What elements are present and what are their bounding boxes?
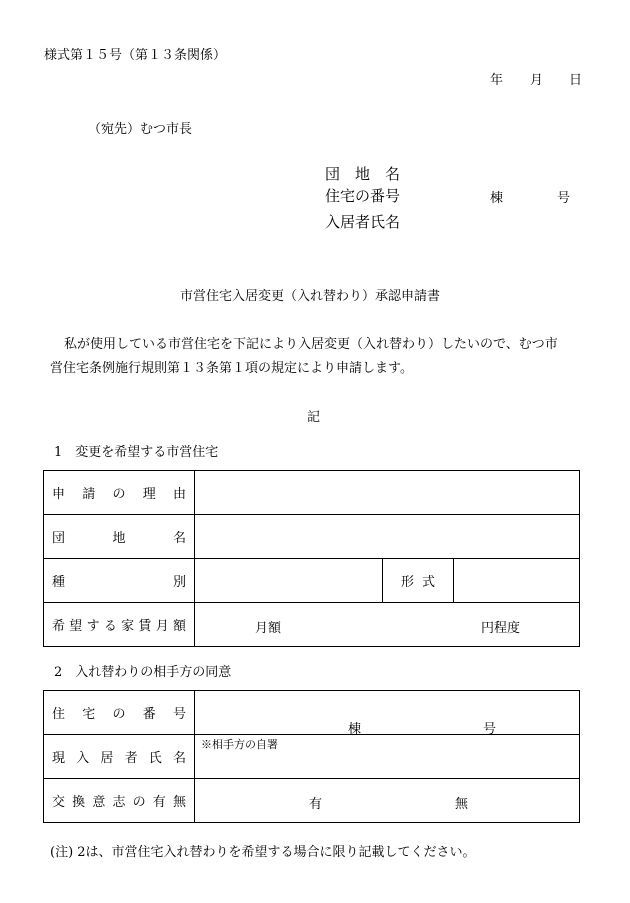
- reason-cell[interactable]: [195, 471, 580, 515]
- applicant-complex-label: 団 地 名: [325, 165, 401, 183]
- style-label: 形 式: [401, 575, 435, 590]
- section1-heading: 1 変更を希望する市営住宅: [54, 445, 219, 460]
- footnote: (注) 2は、市営住宅入れ替わりを希望する場合に限り記載してください。: [50, 845, 476, 860]
- complex-row: [44, 515, 580, 559]
- resident-label: 現 入 居 者 氏 名: [52, 751, 186, 766]
- applicant-house-number-label: 住宅の番号: [325, 187, 401, 205]
- applicant-resident-name-label: 入居者氏名: [325, 213, 401, 231]
- intention-cell[interactable]: [195, 779, 580, 823]
- applicant-building-unit: 棟: [490, 191, 504, 206]
- form-number: 様式第１５号（第１３条関係）: [44, 48, 227, 63]
- ki-heading: 記: [307, 410, 321, 425]
- no-option[interactable]: 無: [455, 797, 469, 812]
- monthly-label: 月額: [255, 621, 282, 636]
- complex-label: 団 地 名: [52, 531, 186, 546]
- intention-row: [44, 779, 580, 823]
- style-cell[interactable]: [454, 559, 580, 603]
- rent-label: 希 望 す る 家 賃 月 額: [52, 619, 186, 634]
- house-number-row: [44, 691, 580, 735]
- section2-heading: 2 入れ替わりの相手方の同意: [54, 665, 232, 680]
- addressee: （宛先）むつ市長: [88, 122, 193, 137]
- body-line-1: 私が使用している市営住宅を下記により入居変更（入れ替わり）したいので、むつ市: [64, 337, 558, 352]
- date-day: 日: [569, 73, 583, 88]
- body-line-2: 営住宅条例施行規則第１３条第１項の規定により申請します。: [50, 361, 413, 376]
- section2-table: [43, 690, 580, 823]
- yes-option[interactable]: 有: [309, 797, 323, 812]
- reason-row: [44, 471, 580, 515]
- applicant-number-unit: 号: [557, 191, 571, 206]
- date-month: 月: [530, 73, 544, 88]
- type-cell[interactable]: [195, 559, 383, 603]
- section1-table: [43, 470, 580, 647]
- document-title: 市営住宅入居変更（入れ替わり）承認申請書: [180, 289, 441, 304]
- intention-label: 交 換 意 志 の 有 無: [52, 795, 186, 810]
- signature-note: ※相手方の自署: [201, 738, 278, 751]
- building-unit: 棟: [348, 722, 362, 737]
- type-row: [44, 559, 580, 603]
- resident-row: [44, 735, 580, 779]
- rent-cell[interactable]: [195, 603, 580, 647]
- rent-row: [44, 603, 580, 647]
- resident-cell[interactable]: [195, 735, 580, 779]
- type-label: 種 別: [52, 575, 186, 590]
- house-number-label: 住 宅 の 番 号: [52, 707, 186, 722]
- complex-cell[interactable]: [195, 515, 580, 559]
- yen-approx-label: 円程度: [481, 621, 521, 636]
- house-number-cell[interactable]: [195, 691, 580, 735]
- reason-label: 申 請 の 理 由: [52, 487, 186, 502]
- date-year: 年: [490, 73, 504, 88]
- number-unit: 号: [483, 722, 497, 737]
